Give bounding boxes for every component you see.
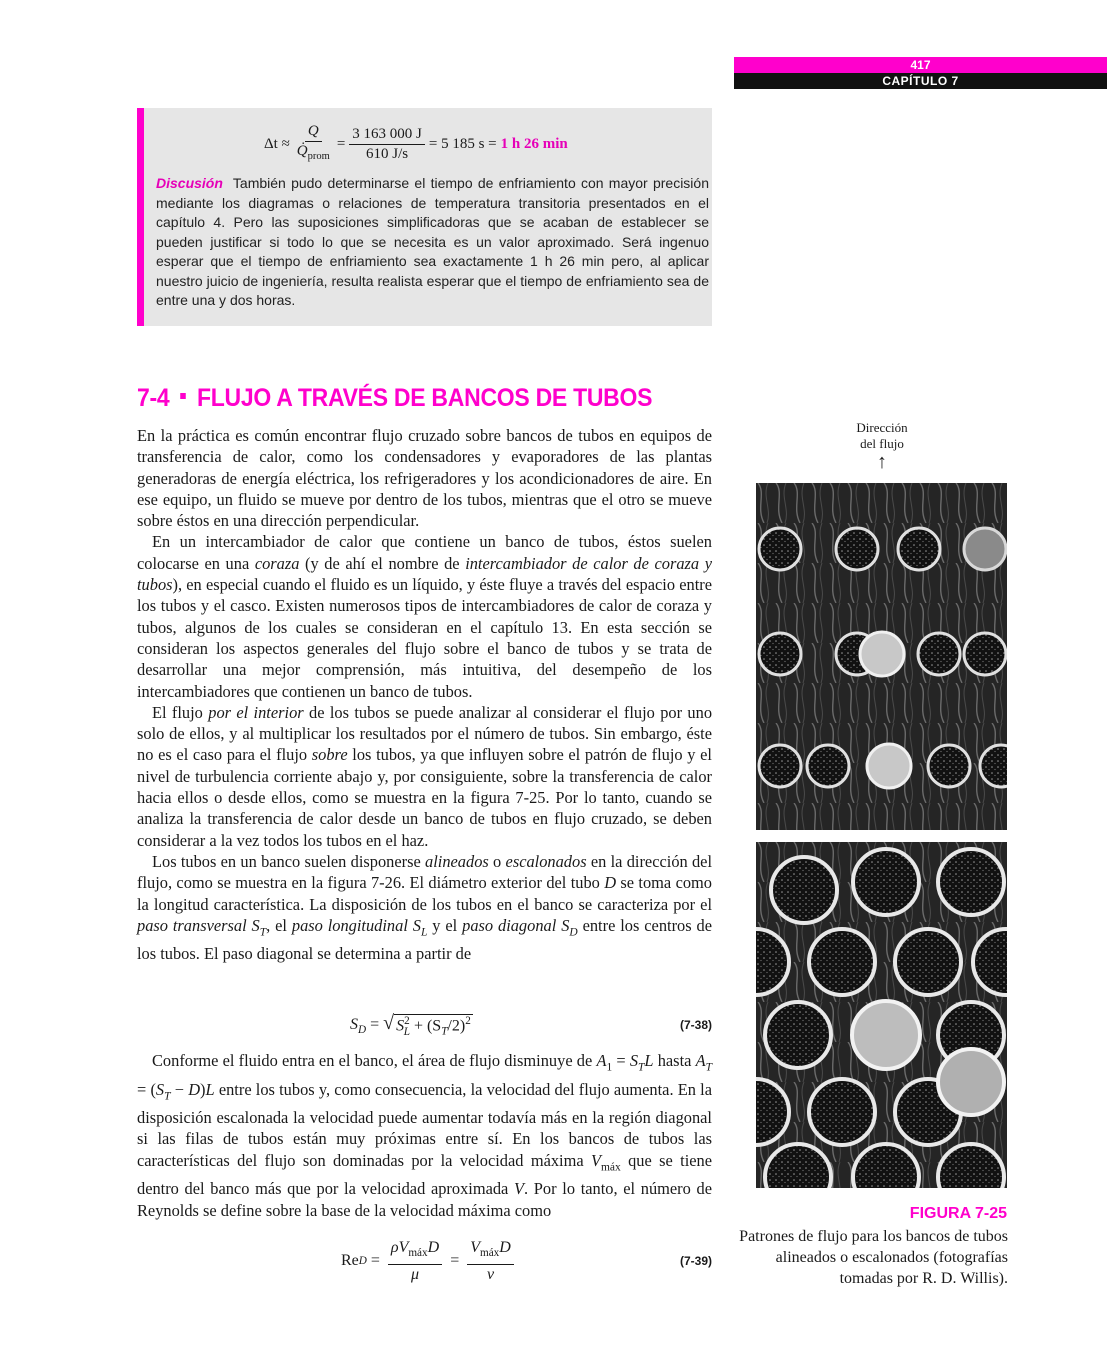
flow-photo-inline (756, 483, 1007, 830)
symbol-sub: T (705, 1061, 712, 1074)
text-italic: por el interior (208, 702, 304, 722)
symbol-sub: T (164, 1089, 171, 1102)
text-italic: paso longitudinal (291, 915, 408, 935)
text: o (488, 851, 506, 871)
text: En un intercambiador de calor que contiene un banco de tubos, éstos suelen colocarse en una (137, 532, 712, 573)
symbol-sub: T (259, 926, 267, 939)
fraction-re1 (388, 1238, 442, 1283)
text: , el (266, 915, 292, 935)
equation-number: (7-39) (679, 1254, 712, 1268)
text: de los tubos se puede analizar al considerar el flujo por uno solo de ellos, y al multiplicar los resultados por el número de tubos. Sin embargo, éste no es el caso para el flujo (137, 702, 713, 765)
symbol-sub: L (421, 926, 428, 939)
paragraph-1: En la práctica es común encontrar flujo cruzado sobre bancos de tubos en equipos de transferencia de calor, como los condensadores y evaporadores de las plantas generadoras de energía eléctrica, los refrigeradores y los acondicionadores de aire. En ese equipo, un fluido se mueve por dentro de los tubos, mientras que el otro se mueve sobre éstos en una dirección perpendicular. (137, 426, 712, 531)
text-italic: intercambiador de calor de coraza y tubos (137, 553, 712, 595)
sup: 2 (465, 1015, 471, 1027)
eq738-body (350, 1014, 473, 1038)
text: − (170, 1079, 189, 1099)
paragraph-4 (137, 851, 712, 965)
symbol-sub: 1 (606, 1061, 613, 1074)
direction-label-line1: Dirección (856, 420, 908, 435)
fraction-re2 (467, 1238, 514, 1283)
symbol: D (188, 1079, 201, 1099)
frac-den (408, 1265, 422, 1284)
symbol-sub: máx (408, 1247, 428, 1260)
text: en la dirección del flujo, como se muestra en la figura 7-26. El diámetro exterior del tubo (137, 851, 713, 893)
frac2-num: 3 163 000 J (349, 125, 425, 145)
symbol-sub: D (358, 1024, 367, 1037)
text-italic: escalonados (505, 851, 587, 871)
eq-result: 1 h 26 min (500, 135, 568, 152)
symbol: S (412, 915, 421, 935)
example-box (137, 108, 712, 326)
symbol: A (596, 1051, 607, 1070)
equation-number: (7-38) (679, 1018, 712, 1032)
staggered-tube-bank-image (756, 842, 1007, 1188)
text: se toma como la longitud característica. La disposición de los tubos en el banco se caracteriza por el (137, 873, 712, 914)
eq-sign: = (450, 1252, 460, 1269)
chapter-label: CAPÍTULO 7 (734, 73, 1107, 89)
frac-num: Q (305, 122, 322, 142)
symbol: S (396, 1017, 405, 1035)
text: = (612, 1051, 630, 1070)
symbol-sub: T (638, 1061, 645, 1074)
symbol-sub: D (358, 1255, 367, 1267)
eq-mid: = 5 185 s = (428, 135, 497, 152)
text: (y de ahí el nombre de (299, 553, 466, 573)
sup: 2 (404, 1015, 410, 1027)
qdot: Q̇ (296, 143, 308, 159)
equation-7-39 (137, 1236, 712, 1286)
symbol: S (350, 1016, 358, 1033)
symbol-sub: T (441, 1025, 448, 1038)
figure-caption: Patrones de flujo para los bancos de tubos alineados o escalonados (fotografías tomadas por R. D. Willis). (739, 1228, 1008, 1287)
section-heading (137, 384, 652, 413)
text-italic: coraza (254, 553, 300, 573)
symbol: D (604, 873, 617, 893)
section-title: FLUJO A TRAVÉS DE BANCOS DE TUBOS (197, 384, 653, 412)
text-italic: sobre (311, 745, 348, 765)
fraction-q (294, 122, 333, 166)
text: hasta (653, 1051, 696, 1070)
flow-photo-staggered (756, 842, 1007, 1188)
text: y el (427, 915, 463, 935)
text-italic: alineados (425, 851, 489, 871)
text: ) (200, 1079, 206, 1099)
text: entre los tubos y, como consecuencia, la velocidad del flujo aumenta. En la disposición escalonada la velocidad puede aumentar todavía más en la región diagonal si las filas de tubos están muy próximas entre sí. En los bancos de tubos las características del flujo son dominadas por la velocidad máxima (137, 1079, 712, 1170)
inline-tube-bank-image (756, 483, 1007, 830)
direction-label-line2: del flujo (860, 436, 904, 451)
discussion-text: También pudo determinarse el tiempo de enfriamiento con mayor precisión mediante los diagramas o relaciones de temperatura transitoria presentados en el capítulo 4. Pero las suposiciones simplificadoras que se acaban de establecer se pueden justificar si todo lo que se necesita es un valor aproximado. Será ingenuo esperar que el tiempo de enfriamiento sea exactamente 1 h 26 min pero, al aplicar nuestro juicio de ingeniería, resulta realista esperar que el tiempo de enfriamiento sea de entre una y dos horas. (156, 175, 709, 308)
sqrt-body (394, 1014, 473, 1038)
text-block-2 (137, 1050, 712, 1221)
text: . Por lo tanto, el número de Reynolds se define sobre la base de la velocidad máxima como (137, 1179, 712, 1220)
symbol: V (514, 1179, 525, 1199)
text: entre los centros de los tubos. El paso diagonal se determina a partir de (137, 915, 712, 964)
eq739-body (341, 1236, 518, 1286)
bullet-square-icon (180, 393, 186, 399)
fraction-values (349, 125, 425, 164)
text-italic: paso transversal (137, 915, 247, 935)
qdot-sub: prom (307, 151, 330, 162)
symbol: S (561, 915, 570, 935)
radical-icon: √ (383, 1012, 395, 1034)
figure-title: FIGURA 7-25 (909, 1205, 1007, 1222)
symbol: ρV (390, 1239, 409, 1257)
symbol-sub: D (569, 926, 578, 939)
symbol-sub: máx (480, 1247, 500, 1260)
symbol: V (590, 1150, 601, 1170)
symbol: ν (486, 1265, 495, 1283)
discussion (156, 174, 709, 311)
symbol: V (470, 1239, 480, 1257)
text: + (S (413, 1017, 442, 1035)
paragraph-3 (137, 702, 712, 851)
page-number: 417 (734, 57, 1107, 73)
eq-sign: = (370, 1016, 380, 1033)
symbol: D (427, 1239, 440, 1257)
flow-direction-label (842, 420, 922, 472)
text: = ( (137, 1079, 156, 1099)
symbol: S (155, 1079, 165, 1099)
frac-den (484, 1265, 497, 1284)
frac-den (294, 142, 333, 166)
frac2-den: 610 J/s (366, 145, 409, 162)
symbol: A (695, 1051, 706, 1070)
section-number: 7-4 (137, 384, 170, 412)
symbol-sub: L (403, 1025, 410, 1038)
symbol: L (644, 1051, 654, 1070)
symbol: D (499, 1239, 511, 1257)
text: Conforme el fluido entra en el banco, el área de flujo disminuye de (152, 1051, 597, 1070)
eq-sign: = (370, 1252, 380, 1269)
text: los tubos, ya que influyen sobre el patrón de flujo y el nivel de turbulencia corriente abajo y, por consiguiente, sobre la transferencia de calor hacia ellos o desde ellos, como se muestra en la figura 7-25. Por lo tanto, cuando se analiza la transferencia de calor desde un banco de tubos en flujo cruzado, se deben considerar a la vez todos los tubos en el haz. (137, 745, 712, 850)
symbol: Re (341, 1252, 359, 1269)
eq-sign: = (336, 135, 346, 152)
arrow-up-icon: ↑ (877, 451, 887, 473)
paragraph-2 (137, 531, 712, 701)
sqrt (383, 1014, 473, 1038)
frac-num (388, 1238, 442, 1264)
frac-num (467, 1238, 514, 1264)
text: /2) (447, 1017, 466, 1035)
cooling-time-equation (264, 120, 568, 168)
main-text-block (137, 425, 712, 965)
text: que se tiene dentro del banco más que por la velocidad aproximada (137, 1150, 712, 1199)
text: ), en especial cuando el fluido es un líquido, y éste fluye a través del espacio entre los tubos y el casco. Existen numerosos tipos de intercambiadores de calor de coraza y tubos, algunos de los cuales se consideran en el capítulo 13. En esta sección se consideran los aspectos generales del flujo sobre el banco de tubos y se trata de desarrollar una mejor comprensión, más intuitiva, del desempeño de los intercambiadores que contienen un banco de tubos. (137, 575, 712, 701)
discussion-label: Discusión (156, 175, 223, 191)
eq-lhs: Δt ≈ (264, 135, 290, 152)
paragraph-5 (137, 1050, 712, 1221)
text: El flujo (152, 702, 209, 722)
text-italic: paso diagonal (462, 915, 557, 935)
symbol: L (205, 1079, 215, 1099)
text: Los tubos en un banco suelen disponerse (152, 851, 426, 871)
symbol: S (629, 1051, 639, 1070)
symbol: S (251, 915, 260, 935)
symbol: μ (411, 1265, 420, 1283)
symbol-sub: máx (601, 1161, 621, 1174)
